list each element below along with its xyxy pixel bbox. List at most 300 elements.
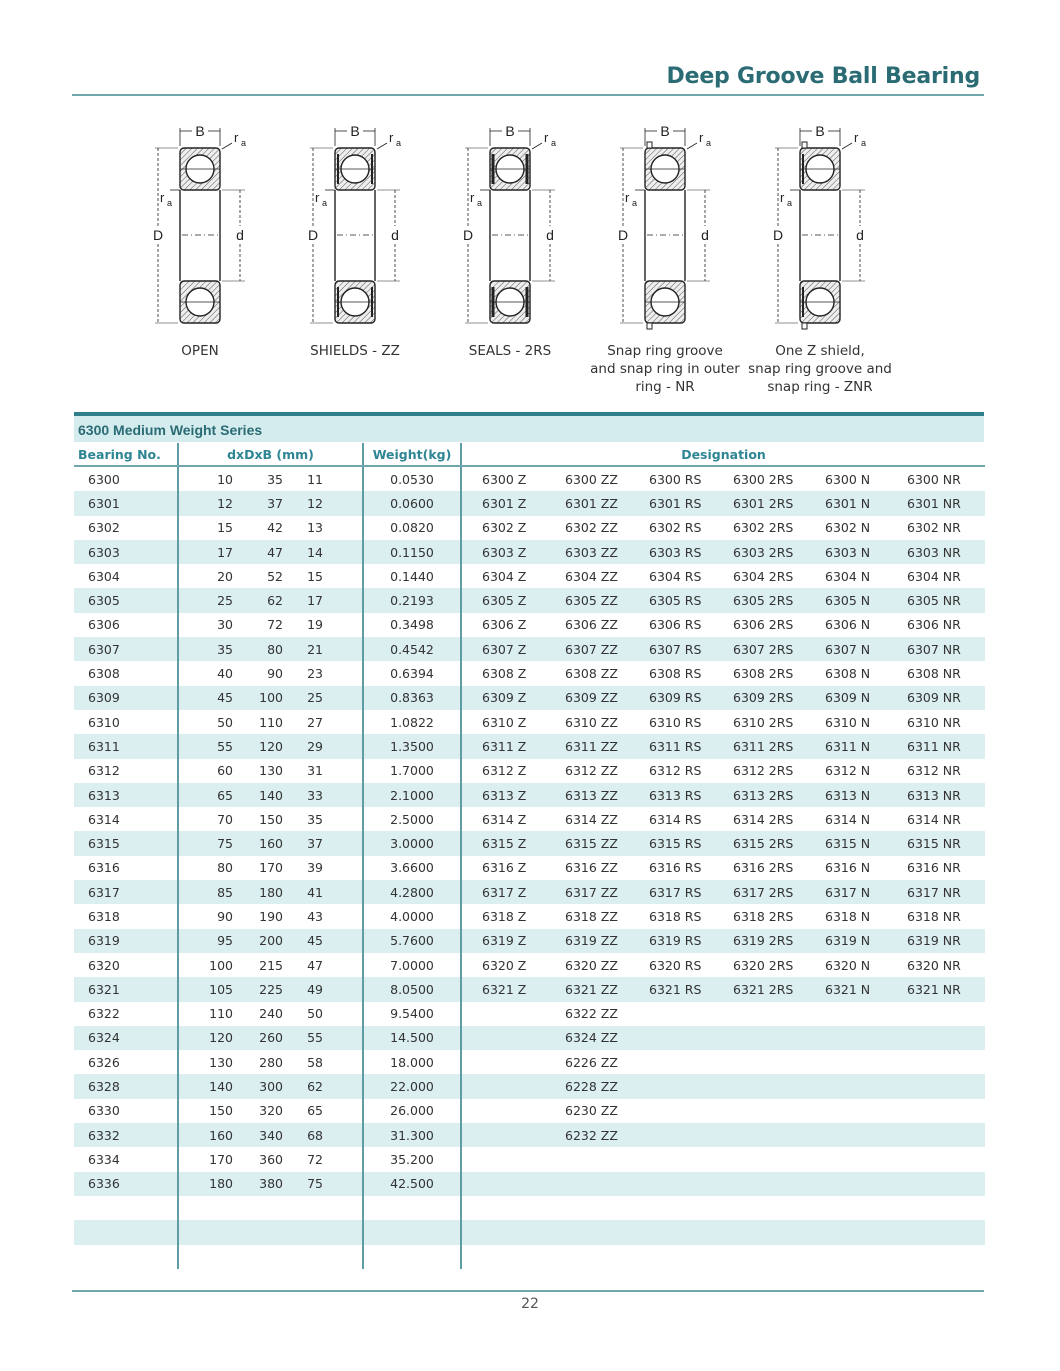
designation-2rs-cell: 6319 2RS xyxy=(713,929,805,953)
bore-d-cell: 40 xyxy=(217,666,233,682)
designation-z-cell: 6305 Z xyxy=(461,588,545,612)
footer-divider xyxy=(72,1290,984,1292)
outer-d-cell: 120 xyxy=(233,734,283,758)
bearing-no-cell: 6302 xyxy=(74,516,178,540)
svg-text:d: d xyxy=(236,227,244,243)
dims-spacer-cell xyxy=(323,637,363,661)
designation-2rs-cell: 6312 2RS xyxy=(733,763,794,779)
weight-cell: 4.2800 xyxy=(363,880,461,904)
header-weight: Weight(kg) xyxy=(363,443,461,466)
figure-caption-zz: SHIELDS - ZZ xyxy=(310,343,400,359)
designation-nr-cell xyxy=(887,1050,985,1074)
designation-z-cell: 6320 Z xyxy=(482,957,527,973)
designation-z-cell xyxy=(461,1050,545,1074)
designation-2rs-cell: 6304 2RS xyxy=(733,568,794,584)
outer-d-cell: 52 xyxy=(267,568,283,584)
svg-text:a: a xyxy=(167,198,173,208)
header-bearing-no: Bearing No. xyxy=(74,443,178,466)
designation-rs-cell: 6316 RS xyxy=(649,860,702,876)
svg-text:r: r xyxy=(315,190,320,205)
svg-text:B: B xyxy=(815,123,825,139)
svg-text:a: a xyxy=(477,198,483,208)
designation-rs-cell xyxy=(629,1123,713,1147)
designation-zz-cell: 6322 ZZ xyxy=(565,1006,618,1022)
table-row xyxy=(74,783,985,807)
bearing-no-cell xyxy=(74,1196,178,1220)
outer-d-cell xyxy=(233,1220,283,1244)
designation-n-cell xyxy=(805,1123,887,1147)
bearing-no-cell: 6334 xyxy=(74,1147,178,1171)
weight-cell: 3.6600 xyxy=(363,856,461,880)
svg-text:d: d xyxy=(391,227,399,243)
bearing-no-cell: 6307 xyxy=(74,637,178,661)
bore-d-cell: 140 xyxy=(178,1074,233,1098)
designation-2rs-cell: 6318 2RS xyxy=(733,908,794,924)
bore-d-cell: 130 xyxy=(209,1054,233,1070)
designation-n-cell xyxy=(805,1172,887,1196)
designation-rs-cell: 6320 RS xyxy=(649,957,702,973)
svg-text:a: a xyxy=(632,198,638,208)
series-title: 6300 Medium Weight Series xyxy=(74,416,984,443)
designation-nr-cell: 6313 NR xyxy=(887,783,985,807)
width-b-cell: 25 xyxy=(283,686,323,710)
designation-zz-cell: 6307 ZZ xyxy=(545,637,629,661)
svg-text:B: B xyxy=(660,123,670,139)
designation-z-cell xyxy=(461,1147,545,1171)
designation-z-cell xyxy=(461,1026,545,1050)
dims-spacer-cell xyxy=(323,564,363,588)
designation-nr-cell: 6314 NR xyxy=(907,811,961,827)
designation-rs-cell: 6304 RS xyxy=(649,568,702,584)
designation-nr-cell xyxy=(887,1123,985,1147)
designation-zz-cell: 6301 ZZ xyxy=(545,491,629,515)
bearing-no-cell: 6312 xyxy=(74,759,178,783)
outer-d-cell: 180 xyxy=(233,880,283,904)
weight-cell: 14.500 xyxy=(363,1026,461,1050)
bearing-section-znr xyxy=(740,118,900,333)
dims-spacer-cell xyxy=(323,661,363,685)
designation-z-cell xyxy=(461,1245,545,1269)
designation-nr-cell: 6300 NR xyxy=(907,471,961,487)
outer-d-cell: 320 xyxy=(259,1103,283,1119)
designation-rs-cell xyxy=(629,1196,713,1220)
table-row xyxy=(74,613,985,637)
designation-rs-cell xyxy=(629,1099,713,1123)
table-row xyxy=(74,1196,985,1220)
svg-text:a: a xyxy=(706,138,712,148)
designation-2rs-cell xyxy=(713,1245,805,1269)
bore-d-cell: 15 xyxy=(217,520,233,536)
weight-cell: 4.0000 xyxy=(363,904,461,928)
table-header-row xyxy=(74,443,985,466)
figure-2rs xyxy=(430,118,590,408)
outer-d-cell: 280 xyxy=(259,1054,283,1070)
dims-spacer-cell xyxy=(323,734,363,758)
figure-open xyxy=(120,118,280,408)
dims-spacer-cell xyxy=(323,1220,363,1244)
bearing-no-cell: 6326 xyxy=(74,1050,178,1074)
table-row xyxy=(74,1245,985,1269)
bearing-no-cell: 6332 xyxy=(74,1123,178,1147)
designation-2rs-cell: 6321 2RS xyxy=(713,977,805,1001)
designation-nr-cell xyxy=(887,1099,985,1123)
designation-z-cell xyxy=(461,1002,545,1026)
designation-2rs-cell xyxy=(713,1147,805,1171)
bore-d-cell: 35 xyxy=(178,637,233,661)
bore-d-cell: 12 xyxy=(178,491,233,515)
bearing-figures xyxy=(100,118,960,408)
designation-n-cell xyxy=(805,1220,887,1244)
width-b-cell: 72 xyxy=(307,1151,323,1167)
designation-n-cell: 6318 N xyxy=(825,908,871,924)
designation-z-cell: 6306 Z xyxy=(482,617,527,633)
designation-zz-cell: 6320 ZZ xyxy=(565,957,618,973)
svg-text:D: D xyxy=(772,227,784,243)
outer-d-cell: 62 xyxy=(233,588,283,612)
weight-cell: 0.6394 xyxy=(363,661,461,685)
outer-d-cell xyxy=(233,1196,283,1220)
designation-nr-cell: 6316 NR xyxy=(907,860,961,876)
dims-spacer-cell xyxy=(323,1002,363,1026)
weight-cell: 22.000 xyxy=(363,1074,461,1098)
table-row xyxy=(74,1074,985,1098)
width-b-cell: 68 xyxy=(283,1123,323,1147)
designation-nr-cell xyxy=(887,1220,985,1244)
outer-d-cell: 190 xyxy=(259,908,283,924)
designation-zz-cell: 6305 ZZ xyxy=(545,588,629,612)
svg-text:a: a xyxy=(396,138,402,148)
designation-rs-cell: 6308 RS xyxy=(649,666,702,682)
designation-z-cell: 6316 Z xyxy=(482,860,527,876)
designation-zz-cell: 6313 ZZ xyxy=(545,783,629,807)
dims-spacer-cell xyxy=(323,904,363,928)
designation-rs-cell: 6315 RS xyxy=(629,831,713,855)
designation-2rs-cell: 6302 2RS xyxy=(733,520,794,536)
weight-cell: 42.500 xyxy=(363,1172,461,1196)
table-row xyxy=(74,856,985,880)
svg-text:B: B xyxy=(505,123,515,139)
dims-spacer-cell xyxy=(323,1196,363,1220)
designation-n-cell: 6310 N xyxy=(825,714,871,730)
weight-cell xyxy=(363,1220,461,1244)
table-row xyxy=(74,929,985,953)
designation-zz-cell xyxy=(545,1196,629,1220)
outer-d-cell: 72 xyxy=(267,617,283,633)
designation-rs-cell: 6312 RS xyxy=(649,763,702,779)
bore-d-cell: 95 xyxy=(178,929,233,953)
designation-n-cell: 6303 N xyxy=(805,540,887,564)
dims-spacer-cell xyxy=(323,1050,363,1074)
designation-rs-cell: 6313 RS xyxy=(629,783,713,807)
designation-rs-cell xyxy=(629,1147,713,1171)
designation-n-cell: 6316 N xyxy=(825,860,871,876)
outer-d-cell: 380 xyxy=(233,1172,283,1196)
figure-nr xyxy=(585,118,745,408)
designation-zz-cell: 6303 ZZ xyxy=(545,540,629,564)
bearing-no-cell: 6320 xyxy=(74,953,178,977)
dims-spacer-cell xyxy=(323,466,363,491)
designation-2rs-cell: 6303 2RS xyxy=(713,540,805,564)
width-b-cell: 27 xyxy=(307,714,323,730)
dims-spacer-cell xyxy=(323,1123,363,1147)
table-row xyxy=(74,831,985,855)
designation-2rs-cell xyxy=(713,1002,805,1026)
designation-2rs-cell: 6308 2RS xyxy=(733,666,794,682)
designation-rs-cell xyxy=(629,1074,713,1098)
bore-d-cell: 90 xyxy=(217,908,233,924)
designation-2rs-cell: 6301 2RS xyxy=(713,491,805,515)
designation-zz-cell: 6230 ZZ xyxy=(565,1103,618,1119)
weight-cell: 9.5400 xyxy=(363,1002,461,1026)
designation-n-cell: 6320 N xyxy=(825,957,871,973)
svg-text:r: r xyxy=(625,190,630,205)
designation-2rs-cell: 6313 2RS xyxy=(713,783,805,807)
designation-z-cell: 6304 Z xyxy=(482,568,527,584)
bore-d-cell: 60 xyxy=(217,763,233,779)
bore-d-cell: 65 xyxy=(178,783,233,807)
bearing-table xyxy=(74,443,985,1269)
dims-spacer-cell xyxy=(323,1245,363,1269)
weight-cell: 0.4542 xyxy=(363,637,461,661)
weight-cell: 18.000 xyxy=(363,1050,461,1074)
table-row xyxy=(74,1050,985,1074)
designation-zz-cell: 6321 ZZ xyxy=(545,977,629,1001)
designation-2rs-cell xyxy=(713,1220,805,1244)
outer-d-cell: 340 xyxy=(233,1123,283,1147)
dims-spacer-cell xyxy=(323,929,363,953)
designation-2rs-cell: 6305 2RS xyxy=(713,588,805,612)
weight-cell: 1.0822 xyxy=(363,710,461,734)
designation-zz-cell xyxy=(545,1220,629,1244)
dims-spacer-cell xyxy=(323,807,363,831)
bearing-no-cell: 6317 xyxy=(74,880,178,904)
designation-zz-cell: 6232 ZZ xyxy=(545,1123,629,1147)
weight-cell: 0.0820 xyxy=(363,516,461,540)
designation-2rs-cell: 6316 2RS xyxy=(733,860,794,876)
weight-cell: 1.7000 xyxy=(363,759,461,783)
width-b-cell xyxy=(283,1220,323,1244)
designation-rs-cell: 6318 RS xyxy=(649,908,702,924)
designation-zz-cell: 6312 ZZ xyxy=(565,763,618,779)
svg-text:D: D xyxy=(617,227,629,243)
designation-zz-cell: 6324 ZZ xyxy=(545,1026,629,1050)
bore-d-cell: 170 xyxy=(209,1151,233,1167)
designation-n-cell: 6312 N xyxy=(825,763,871,779)
designation-n-cell: 6304 N xyxy=(825,568,871,584)
designation-z-cell: 6308 Z xyxy=(482,666,527,682)
designation-zz-cell: 6316 ZZ xyxy=(565,860,618,876)
bearing-table-section xyxy=(74,412,984,1269)
bore-d-cell: 45 xyxy=(178,686,233,710)
bearing-no-cell: 6313 xyxy=(74,783,178,807)
designation-2rs-cell: 6314 2RS xyxy=(733,811,794,827)
designation-zz-cell: 6319 ZZ xyxy=(545,929,629,953)
bore-d-cell: 75 xyxy=(178,831,233,855)
designation-zz-cell xyxy=(545,1245,629,1269)
weight-cell: 1.3500 xyxy=(363,734,461,758)
bearing-section-open xyxy=(120,118,280,333)
dims-spacer-cell xyxy=(323,491,363,515)
designation-nr-cell xyxy=(887,1196,985,1220)
table-row xyxy=(74,807,985,831)
dims-spacer-cell xyxy=(323,1074,363,1098)
weight-cell xyxy=(363,1196,461,1220)
designation-n-cell: 6314 N xyxy=(825,811,871,827)
figure-zz xyxy=(275,118,435,408)
width-b-cell: 29 xyxy=(283,734,323,758)
bearing-no-cell: 6315 xyxy=(74,831,178,855)
table-row xyxy=(74,637,985,661)
dims-spacer-cell xyxy=(323,759,363,783)
width-b-cell: 49 xyxy=(283,977,323,1001)
figure-caption-znr: One Z shield, snap ring groove and snap ring - ZNR xyxy=(748,343,892,395)
bearing-no-cell: 6336 xyxy=(74,1172,178,1196)
bore-d-cell: 55 xyxy=(178,734,233,758)
outer-d-cell: 110 xyxy=(259,714,283,730)
width-b-cell: 12 xyxy=(283,491,323,515)
designation-2rs-cell: 6320 2RS xyxy=(733,957,794,973)
bore-d-cell: 100 xyxy=(209,957,233,973)
designation-z-cell xyxy=(461,1172,545,1196)
designation-nr-cell xyxy=(887,1002,985,1026)
svg-text:a: a xyxy=(787,198,793,208)
designation-nr-cell: 6305 NR xyxy=(887,588,985,612)
designation-nr-cell: 6321 NR xyxy=(887,977,985,1001)
designation-n-cell xyxy=(805,1147,887,1171)
width-b-cell xyxy=(283,1196,323,1220)
outer-d-cell: 300 xyxy=(233,1074,283,1098)
figure-caption-open: OPEN xyxy=(181,343,219,359)
designation-z-cell: 6314 Z xyxy=(482,811,527,827)
bore-d-cell xyxy=(178,1220,233,1244)
outer-d-cell: 150 xyxy=(259,811,283,827)
designation-z-cell: 6301 Z xyxy=(461,491,545,515)
designation-n-cell: 6302 N xyxy=(825,520,871,536)
table-row xyxy=(74,540,985,564)
bore-d-cell: 105 xyxy=(178,977,233,1001)
width-b-cell: 45 xyxy=(283,929,323,953)
designation-z-cell: 6307 Z xyxy=(461,637,545,661)
bore-d-cell: 30 xyxy=(217,617,233,633)
bearing-no-cell: 6322 xyxy=(74,1002,178,1026)
svg-text:B: B xyxy=(195,123,205,139)
designation-rs-cell: 6319 RS xyxy=(629,929,713,953)
designation-nr-cell: 6303 NR xyxy=(887,540,985,564)
designation-2rs-cell: 6311 2RS xyxy=(713,734,805,758)
designation-rs-cell xyxy=(629,1172,713,1196)
bearing-no-cell: 6324 xyxy=(74,1026,178,1050)
svg-text:a: a xyxy=(551,138,557,148)
bore-d-cell: 120 xyxy=(178,1026,233,1050)
designation-zz-cell: 6317 ZZ xyxy=(545,880,629,904)
svg-text:d: d xyxy=(701,227,709,243)
outer-d-cell: 35 xyxy=(267,471,283,487)
svg-text:a: a xyxy=(241,138,247,148)
width-b-cell xyxy=(283,1245,323,1269)
bore-d-cell: 10 xyxy=(217,471,233,487)
bore-d-cell: 20 xyxy=(217,568,233,584)
table-row xyxy=(74,466,985,491)
bearing-no-cell: 6304 xyxy=(74,564,178,588)
designation-2rs-cell: 6300 2RS xyxy=(733,471,794,487)
weight-cell: 31.300 xyxy=(363,1123,461,1147)
svg-text:d: d xyxy=(546,227,554,243)
designation-nr-cell: 6320 NR xyxy=(907,957,961,973)
designation-rs-cell xyxy=(629,1002,713,1026)
designation-z-cell xyxy=(461,1123,545,1147)
svg-text:r: r xyxy=(699,130,704,145)
designation-n-cell xyxy=(805,1099,887,1123)
svg-text:r: r xyxy=(160,190,165,205)
weight-cell: 0.8363 xyxy=(363,686,461,710)
designation-z-cell: 6318 Z xyxy=(482,908,527,924)
bearing-section-zz xyxy=(275,118,435,333)
designation-n-cell xyxy=(805,1002,887,1026)
designation-zz-cell xyxy=(545,1172,629,1196)
designation-n-cell: 6319 N xyxy=(805,929,887,953)
bearing-no-cell xyxy=(74,1220,178,1244)
designation-n-cell: 6315 N xyxy=(805,831,887,855)
width-b-cell: 62 xyxy=(283,1074,323,1098)
table-row xyxy=(74,661,985,685)
designation-rs-cell: 6307 RS xyxy=(629,637,713,661)
bore-d-cell xyxy=(178,1245,233,1269)
designation-zz-cell: 6318 ZZ xyxy=(565,908,618,924)
designation-2rs-cell: 6310 2RS xyxy=(733,714,794,730)
dims-spacer-cell xyxy=(323,977,363,1001)
dims-spacer-cell xyxy=(323,686,363,710)
table-row xyxy=(74,759,985,783)
designation-rs-cell xyxy=(629,1220,713,1244)
header-designation: Designation xyxy=(461,443,985,466)
bearing-no-cell: 6305 xyxy=(74,588,178,612)
designation-nr-cell: 6315 NR xyxy=(887,831,985,855)
bore-d-cell xyxy=(178,1196,233,1220)
designation-n-cell xyxy=(805,1196,887,1220)
designation-zz-cell: 6311 ZZ xyxy=(545,734,629,758)
designation-nr-cell xyxy=(887,1147,985,1171)
dims-spacer-cell xyxy=(323,1172,363,1196)
designation-2rs-cell xyxy=(713,1196,805,1220)
bearing-no-cell: 6300 xyxy=(74,466,178,491)
bearing-no-cell: 6316 xyxy=(74,856,178,880)
outer-d-cell xyxy=(233,1245,283,1269)
svg-text:D: D xyxy=(462,227,474,243)
designation-2rs-cell xyxy=(713,1172,805,1196)
designation-rs-cell: 6321 RS xyxy=(629,977,713,1001)
designation-n-cell: 6305 N xyxy=(805,588,887,612)
width-b-cell: 65 xyxy=(307,1103,323,1119)
svg-text:d: d xyxy=(856,227,864,243)
outer-d-cell: 140 xyxy=(233,783,283,807)
svg-text:r: r xyxy=(544,130,549,145)
designation-n-cell: 6301 N xyxy=(805,491,887,515)
weight-cell: 0.3498 xyxy=(363,613,461,637)
designation-z-cell: 6310 Z xyxy=(482,714,527,730)
width-b-cell: 14 xyxy=(283,540,323,564)
svg-text:D: D xyxy=(152,227,164,243)
designation-z-cell: 6317 Z xyxy=(461,880,545,904)
outer-d-cell: 260 xyxy=(233,1026,283,1050)
designation-n-cell xyxy=(805,1050,887,1074)
width-b-cell: 13 xyxy=(307,520,323,536)
bearing-no-cell: 6318 xyxy=(74,904,178,928)
table-row xyxy=(74,710,985,734)
table-row xyxy=(74,1172,985,1196)
designation-n-cell xyxy=(805,1026,887,1050)
table-row xyxy=(74,880,985,904)
designation-n-cell: 6317 N xyxy=(805,880,887,904)
